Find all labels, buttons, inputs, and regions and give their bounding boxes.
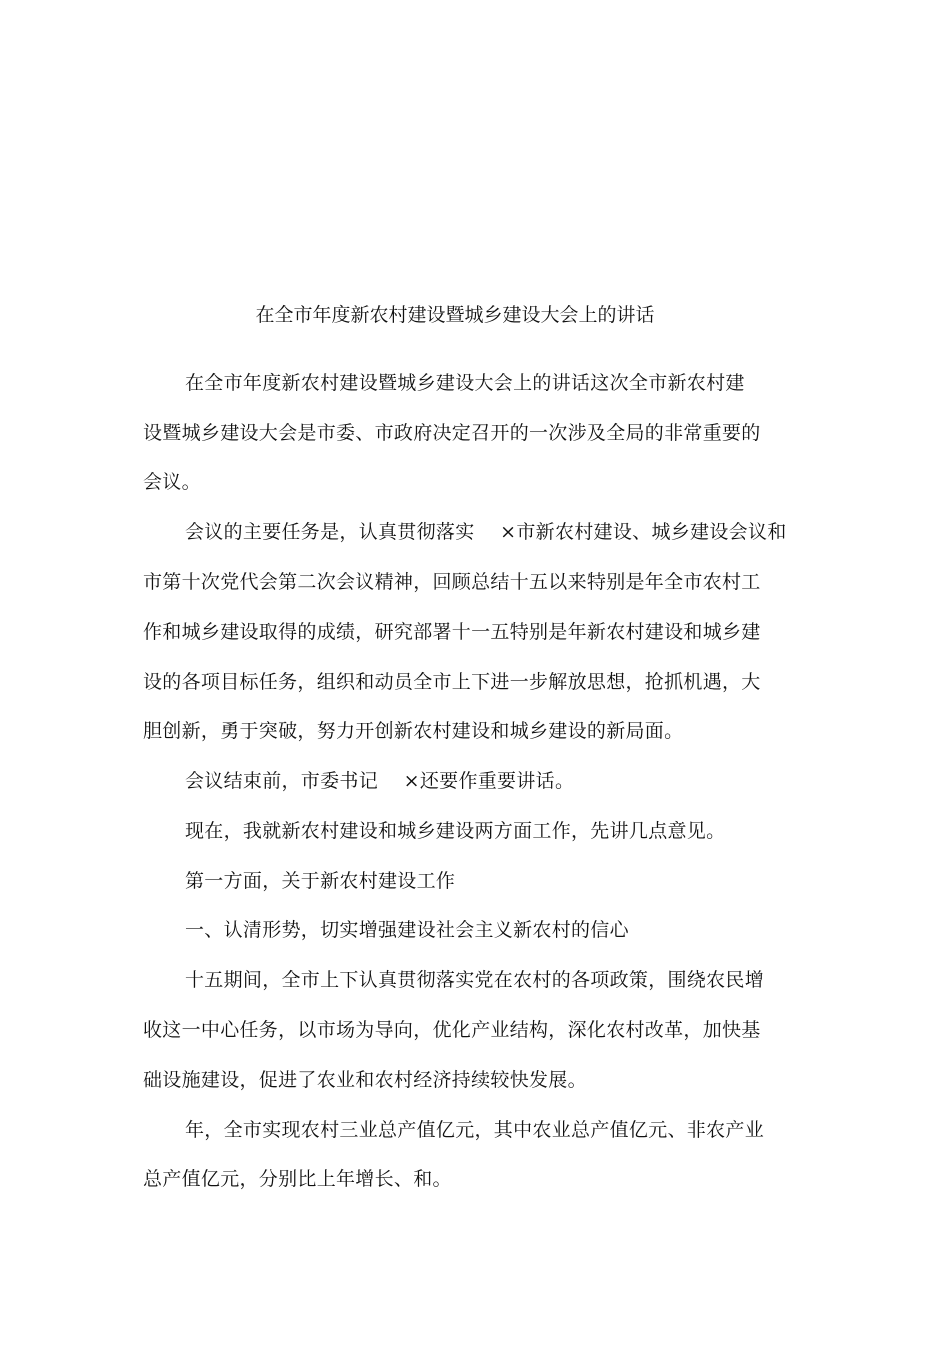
paragraph-line: 年，全市实现农村三业总产值亿元，其中农业总产值亿元、非农产业 [185,1119,765,1141]
paragraph-line: 作和城乡建设取得的成绩，研究部署十一五特别是年新农村建设和城乡建 [143,621,761,643]
paragraph-line: 市第十次党代会第二次会议精神，回顾总结十五以来特别是年全市农村工 [143,571,761,593]
paragraph-line: 会议。 [143,471,201,493]
paragraph-line: 胆创新，勇于突破，努力开创新农村建设和城乡建设的新局面。 [143,720,684,742]
paragraph-line: 础设施建设，促进了农业和农村经济持续较快发展。 [143,1069,587,1091]
subsection-heading: 一、认清形势，切实增强建设社会主义新农村的信心 [185,919,629,941]
paragraph-line: 会议结束前，市委书记 ×还要作重要讲话。 [185,770,575,792]
paragraph-line: 设暨城乡建设大会是市委、市政府决定召开的一次涉及全局的非常重要的 [143,422,761,444]
paragraph-line: 现在，我就新农村建设和城乡建设两方面工作，先讲几点意见。 [185,820,726,842]
paragraph-line: 十五期间，全市上下认真贯彻落实党在农村的各项政策，围绕农民增 [185,969,765,991]
paragraph-line: 会议的主要任务是，认真贯彻落实 ×市新农村建设、城乡建设会议和 [185,521,787,543]
paragraph-line: 收这一中心任务，以市场为导向，优化产业结构，深化农村改革，加快基 [143,1019,761,1041]
paragraph-line: 总产值亿元，分别比上年增长、和。 [143,1168,452,1190]
paragraph-line: 在全市年度新农村建设暨城乡建设大会上的讲话这次全市新农村建 [185,372,745,394]
document-title: 在全市年度新农村建设暨城乡建设大会上的讲话 [255,304,655,326]
paragraph-line: 设的各项目标任务，组织和动员全市上下进一步解放思想，抢抓机遇，大 [143,671,761,693]
section-heading: 第一方面，关于新农村建设工作 [185,870,456,892]
